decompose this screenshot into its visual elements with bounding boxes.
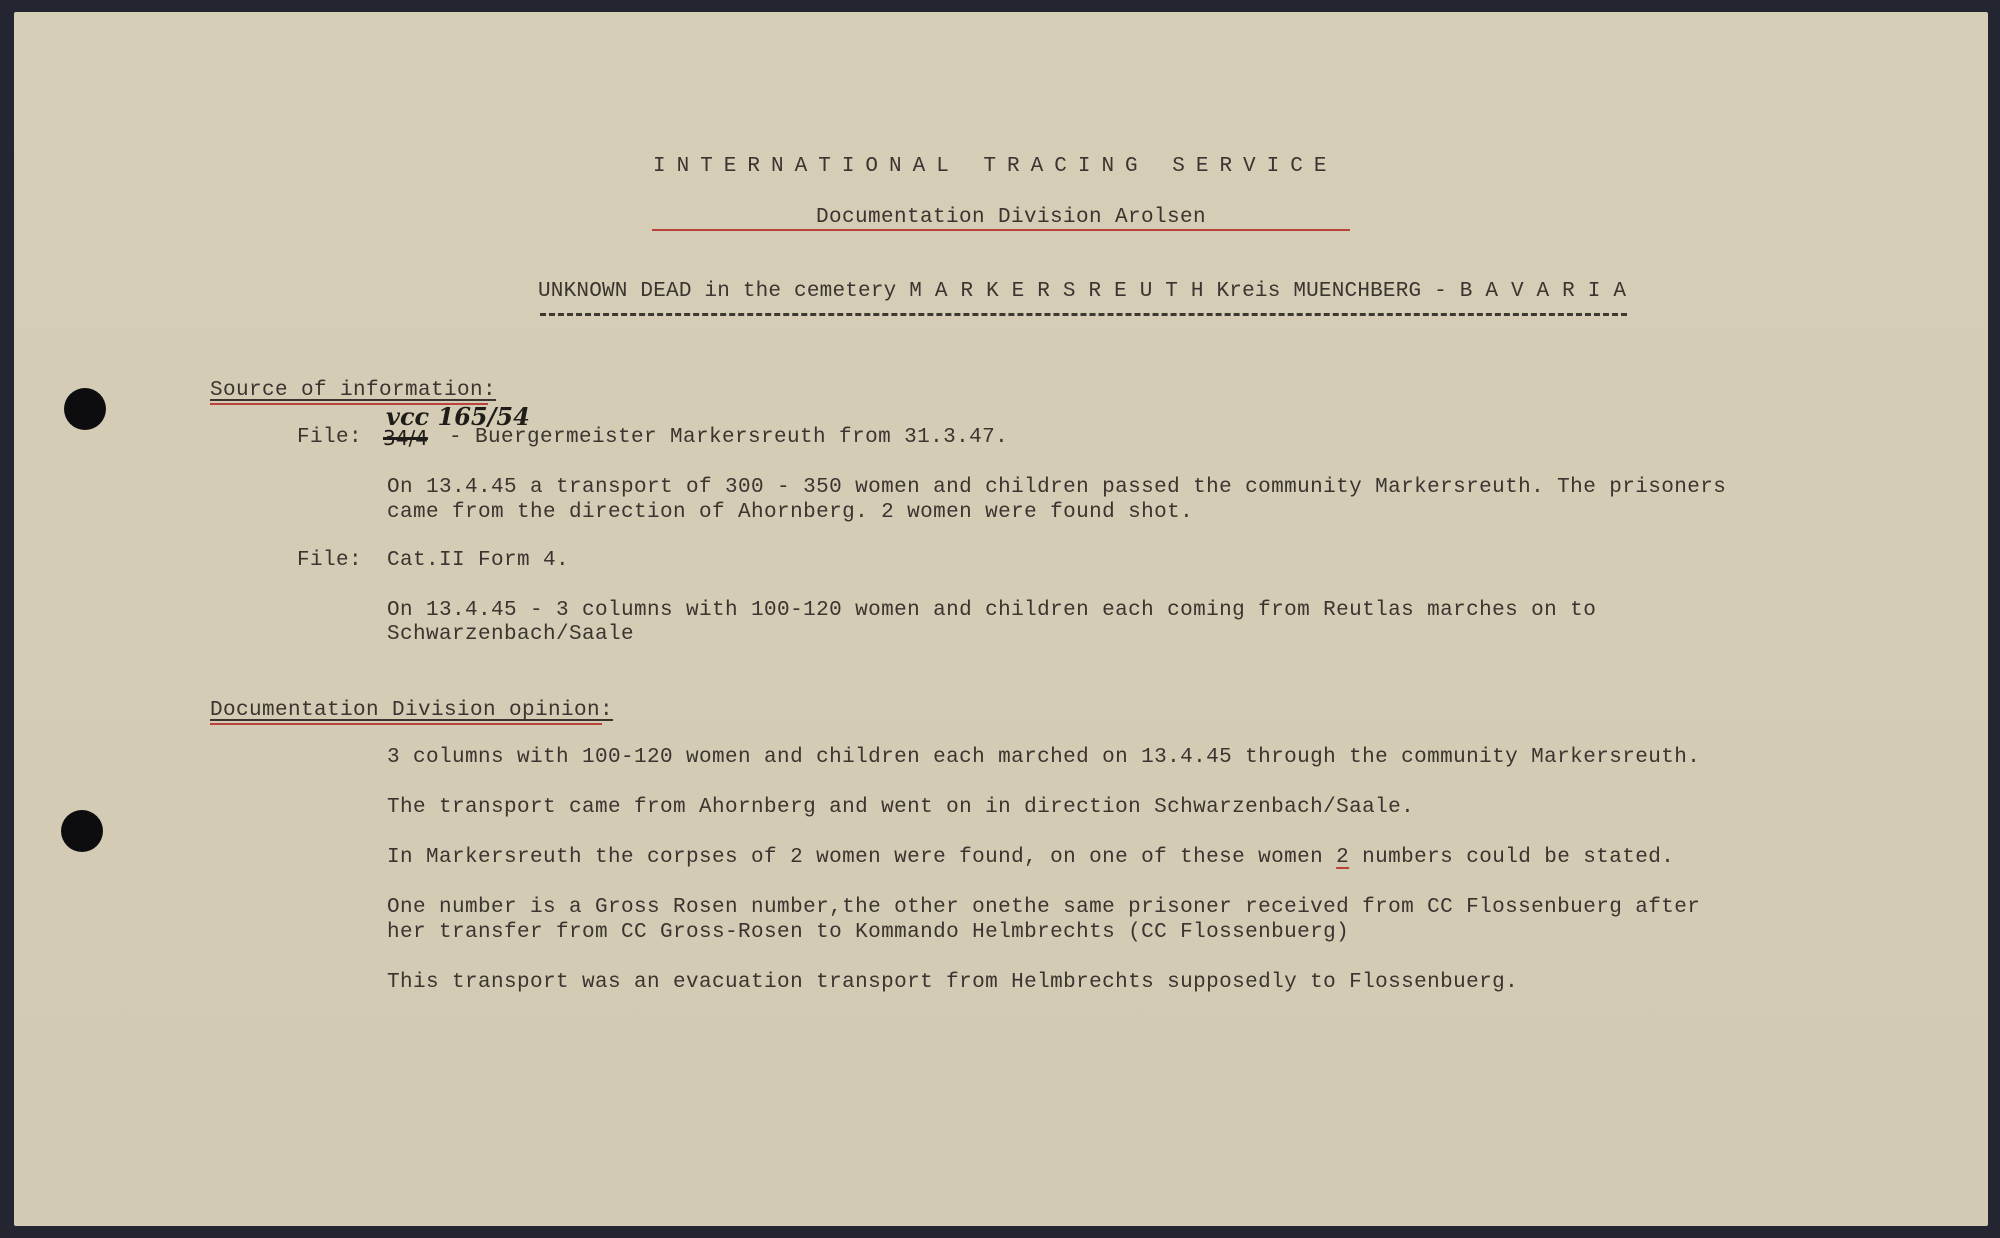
- opinion-paragraph-4-line2: her transfer from CC Gross-Rosen to Kommando Helmbrechts (CC Flossenbuerg): [387, 921, 1350, 944]
- opinion-paragraph-2: The transport came from Ahornberg and went on in direction Schwarzenbach/Saale.: [387, 796, 1415, 819]
- division-title: Documentation Division Arolsen: [816, 206, 1207, 229]
- file1-text: - Buergermeister Markersreuth from 31.3.47.: [449, 426, 1009, 449]
- opinion-paragraph-1: 3 columns with 100-120 women and children each marched on 13.4.45 through the community Markersreuth.: [387, 746, 1701, 769]
- file2-para-line2: Schwarzenbach/Saale: [387, 623, 635, 646]
- opinion-p3-number: 2: [1336, 846, 1350, 869]
- document-title: UNKNOWN DEAD in the cemetery M A R K E R S R E U T H Kreis MUENCHBERG - B A V A R I A: [538, 280, 1627, 303]
- title-dashed-rule: [540, 313, 1627, 316]
- opinion-heading: Documentation Division opinion:: [210, 699, 614, 722]
- file2-label: File:: [297, 549, 363, 572]
- file2-text: Cat.II Form 4.: [387, 549, 570, 572]
- punch-hole-top: [64, 388, 106, 430]
- opinion-p3-after: numbers could be stated.: [1349, 846, 1675, 869]
- struck-file-number: 34/4: [383, 426, 428, 450]
- opinion-paragraph-3: [387, 845, 1674, 870]
- opinion-p3-before: In Markersreuth the corpses of 2 women were found, on one of these women: [387, 846, 1337, 869]
- file1-para-line2: came from the direction of Ahornberg. 2 women were found shot.: [387, 501, 1194, 524]
- punch-hole-bottom: [61, 810, 103, 852]
- opinion-paragraph-4-line1: One number is a Gross Rosen number,the other onethe same prisoner received from CC Flossenbuerg after: [387, 896, 1701, 919]
- file2-para-line1: On 13.4.45 - 3 columns with 100-120 women and children each coming from Reutlas marches on to: [387, 599, 1597, 622]
- org-title: INTERNATIONAL TRACING SERVICE: [653, 155, 1338, 178]
- division-underline: [652, 229, 1350, 231]
- file1-para-line1: On 13.4.45 a transport of 300 - 350 women and children passed the community Markersreuth. The prisoners: [387, 476, 1727, 499]
- opinion-heading-underline: [210, 723, 602, 725]
- handwritten-file-number: vcc 165/54: [386, 402, 530, 431]
- file1-label: File:: [297, 426, 363, 449]
- opinion-paragraph-5: This transport was an evacuation transport from Helmbrechts supposedly to Flossenbuerg.: [387, 971, 1519, 994]
- source-heading: Source of information:: [210, 379, 497, 402]
